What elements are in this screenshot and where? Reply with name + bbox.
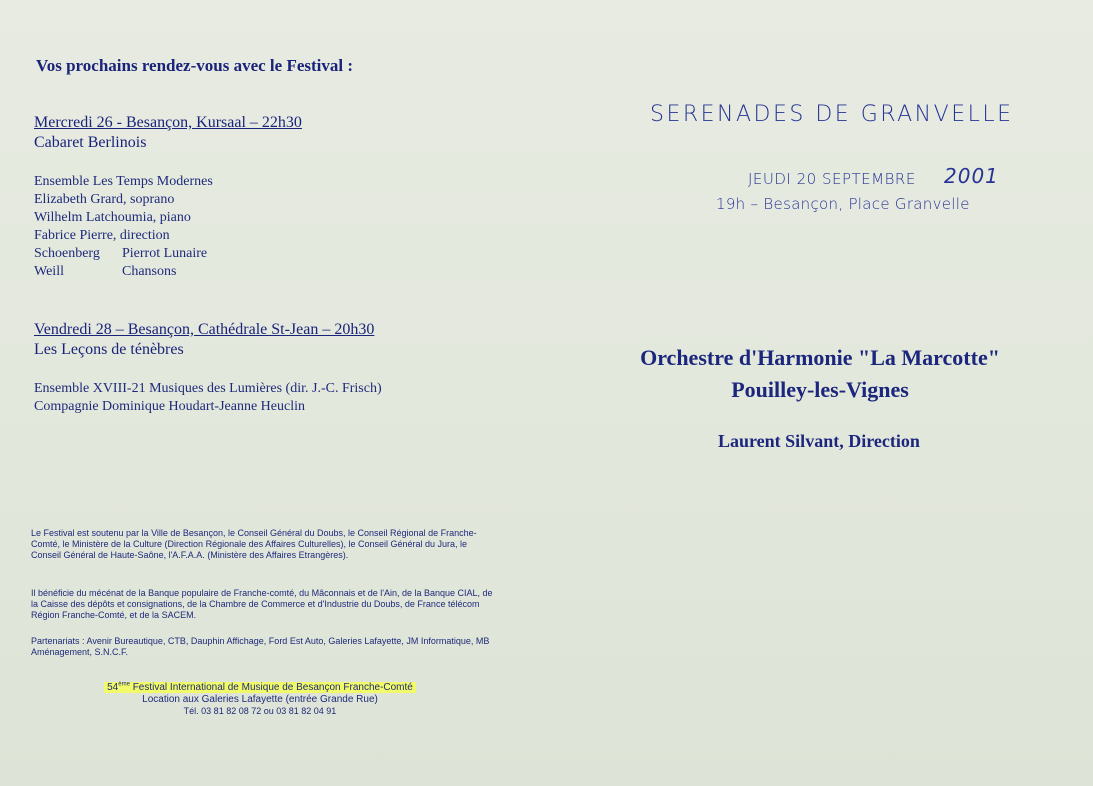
concert-time-place: 19h – Besançon, Place Granvelle [716,195,970,213]
event2-line: Ensemble XVIII-21 Musiques des Lumières (dir. J.-C. Frisch) [34,381,382,396]
festival-highlight [104,682,416,693]
ticket-location: Location aux Galeries Lafayette (entrée Grande Rue) [142,694,378,706]
event2-line: Compagnie Dominique Houdart-Jeanne Heuclin [34,399,305,414]
edition-number: 54 [107,682,119,694]
edition-suffix: ème [118,682,130,688]
program-composer: Schoenberg [34,246,100,261]
event2-subtitle: Les Leçons de ténèbres [34,341,184,358]
sponsors-paragraph-1: Le Festival est soutenu par la Ville de Besançon, le Conseil Général du Doubs, le Conseil Régional de Franche-Comté, le Ministère de la Culture (Direction Régionale des Affaires Culturelles), le Conseil Général du Jura, le Conseil Général de Haute-Saône, l'A.F.A.A. (Ministère des Affaires Etrangères). [31,528,477,560]
orchestra-name: Orchestre d'Harmonie "La Marcotte" [640,345,1000,370]
event1-line: Ensemble Les Temps Modernes [34,174,213,189]
event1-line: Fabrice Pierre, direction [34,228,170,243]
event1-heading: Mercredi 26 - Besançon, Kursaal – 22h30 [34,114,302,131]
orchestra-town: Pouilley-les-Vignes [731,377,909,402]
conductor: Laurent Silvant, Direction [718,431,920,451]
event1-line: Elizabeth Grard, soprano [34,192,175,207]
program-work: Pierrot Lunaire [122,246,208,261]
program-composer: Weill [34,264,64,279]
sponsors-paragraph-2: Il bénéficie du mécénat de la Banque populaire de Franche-comté, du Mâconnais et de l'Ain, de la Banque CIAL, de la Caisse des dépôts et consignations, de la Chambre de Commerce et d'Industrie du Doubs, de France télécom Région Franche-Comté, et de la SACEM. [31,588,493,620]
intro-heading: Vos prochains rendez-vous avec le Festival : [36,56,354,75]
festival-name-line [50,682,470,693]
concert-date: JEUDI 20 SEPTEMBRE [748,170,916,188]
phone-numbers: Tél. 03 81 82 08 72 ou 03 81 82 04 91 [183,706,337,717]
event1-line: Wilhelm Latchoumia, piano [34,210,191,225]
event1-subtitle: Cabaret Berlinois [34,134,147,151]
program-work: Chansons [122,264,177,279]
concert-year: 2001 [944,164,999,188]
concert-series-title: SERENADES DE GRANVELLE [650,102,1014,127]
partners-paragraph: Partenariats : Avenir Bureautique, CTB, Dauphin Affichage, Ford Est Auto, Galeries Lafayette, JM Informatique, MB Aménagement, S.N.C.F. [31,636,490,657]
festival-name: Festival International de Musique de Besançon Franche-Comté [129,682,413,694]
event2-heading: Vendredi 28 – Besançon, Cathédrale St-Jean – 20h30 [34,321,375,338]
festival-footer [50,682,470,716]
